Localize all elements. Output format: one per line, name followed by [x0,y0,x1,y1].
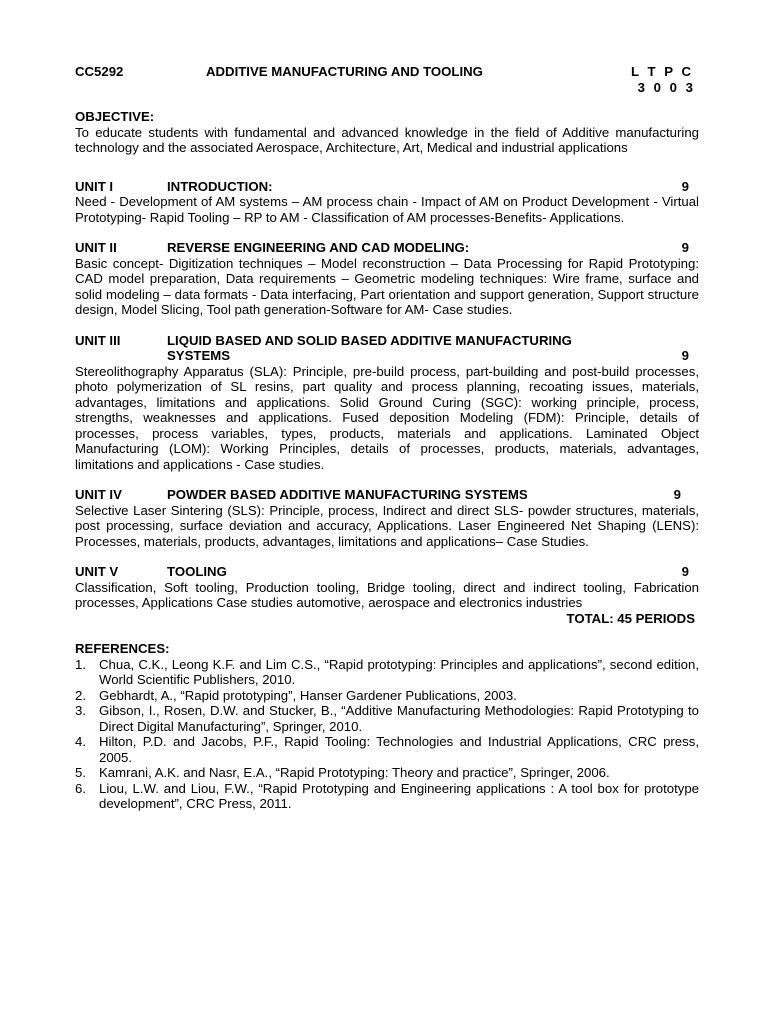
unit-heading [75,240,699,256]
reference-text: Kamrani, A.K. and Nasr, E.A., “Rapid Prototyping: Theory and practice”, Springer, 2006. [99,765,610,780]
unit-hours: 9 [681,240,689,255]
unit-number: UNIT IV [75,487,122,502]
unit-hours: 9 [681,178,689,194]
references-heading: REFERENCES: [75,641,170,656]
objective-text: To educate students with fundamental and advanced knowledge in the field of Additive manufacturing technology and the associated Aerospace, Architecture, Art, Medical and industrial applications [75,124,699,155]
unit-section-2 [75,240,699,318]
unit-heading [75,179,699,195]
reference-text: Chua, C.K., Leong K.F. and Lim C.S., “Rapid prototyping: Principles and applications”, second edition, World Scientific Publishers, 2010. [99,656,699,687]
unit-text: Need - Development of AM systems – AM process chain - Impact of AM on Product Development - Virtual Prototyping- Rapid Tooling – RP to AM - Classification of AM processes-Benefits- Applications. [75,194,699,225]
unit-section-3 [75,333,699,473]
references-list [75,657,699,812]
reference-number: 6. [75,780,86,796]
course-title: ADDITIVE MANUFACTURING AND TOOLING [206,64,483,79]
reference-number: 4. [75,734,86,749]
objective-heading: OBJECTIVE: [75,109,155,124]
reference-text: Liou, L.W. and Liou, F.W., “Rapid Prototyping and Engineering applications : A tool box for prototype development”, CRC Press, 2011. [99,780,699,811]
ltpc-label: L T P C [631,64,691,79]
reference-item [75,765,699,781]
unit-text: Basic concept- Digitization techniques – Model reconstruction – Data Processing for Rapid Prototyping: CAD model preparation, Data requirements – Geometric modeling techniques: Wire frame, surface and solid modeling – data formats - Data interfacing, Part orientation and support generation, Support structure design, Model Slicing, Tool path generation-Software for AM- Case studies. [75,255,699,317]
reference-item [75,657,699,688]
unit-heading [75,333,699,364]
unit-title: TOOLING [167,564,227,579]
unit-text: Classification, Soft tooling, Production tooling, Bridge tooling, direct and indirect tooling, Fabrication processes, Applications Case studies automotive, aerospace and electronics industries [75,579,699,610]
unit-title: INTRODUCTION: [167,178,273,194]
total-periods: TOTAL: 45 PERIODS [566,610,695,626]
course-header [75,64,695,98]
unit-hours: 9 [681,348,689,363]
unit-number: UNIT III [75,332,121,348]
ltpc-values: 3 0 0 3 [637,80,693,95]
reference-number: 3. [75,703,86,718]
syllabus-body [75,109,699,812]
reference-item [75,703,699,734]
reference-text: Hilton, P.D. and Jacobs, P.F., Rapid Tooling: Technologies and Industrial Applications, CRC press, 2005. [99,734,699,765]
unit-text: Selective Laser Sintering (SLS): Principle, process, Indirect and direct SLS- powder structures, materials, post processing, surface deviation and accuracy, Applications. Laser Engineered Net Shaping (LENS): Processes, materials, products, advantages, limitations and applications– Case Studies. [75,502,699,549]
unit-text: Stereolithography Apparatus (SLA): Principle, pre-build process, part-building and post-build processes, photo polymerization of SL resins, part quality and process planning, recoating issues, materials, advantages, limitations and applications. Solid Ground Curing (SGC): working principle, process, strengths, weaknesses and applications. Fused deposition Modeling (FDM): Principle, details of processes, process variables, types, products, materials and applications. Laminated Object Manufacturing (LOM): Working Principles, details of processes, products, materials, advantages, limitations and applications - Case studies. [75,363,699,472]
reference-number: 1. [75,656,86,672]
reference-item [75,688,699,704]
unit-title: LIQUID BASED AND SOLID BASED ADDITIVE MANUFACTURING SYSTEMS [167,332,572,363]
reference-item [75,781,699,812]
unit-hours: 9 [681,564,689,579]
unit-section-4 [75,487,699,549]
course-code: CC5292 [75,64,124,79]
unit-number: UNIT V [75,564,119,579]
reference-item [75,734,699,765]
unit-number: UNIT II [75,240,117,255]
unit-number: UNIT I [75,178,114,194]
unit-heading [75,487,699,503]
unit-section-1 [75,179,699,226]
unit-title: REVERSE ENGINEERING AND CAD MODELING: [167,240,470,255]
unit-title: POWDER BASED ADDITIVE MANUFACTURING SYSTEMS [167,487,528,502]
unit-section-5 [75,564,699,626]
reference-number: 2. [75,687,86,703]
reference-text: Gibson, I., Rosen, D.W. and Stucker, B., “Additive Manufacturing Methodologies: Rapid Prototyping to Direct Digital Manufacturing”, Springer, 2010. [99,703,699,734]
reference-text: Gebhardt, A., “Rapid prototyping”, Hanser Gardener Publications, 2003. [99,687,517,703]
unit-hours: 9 [673,487,681,502]
unit-heading [75,564,699,580]
references-section [75,641,699,812]
objective-section [75,109,699,156]
reference-number: 5. [75,765,86,780]
